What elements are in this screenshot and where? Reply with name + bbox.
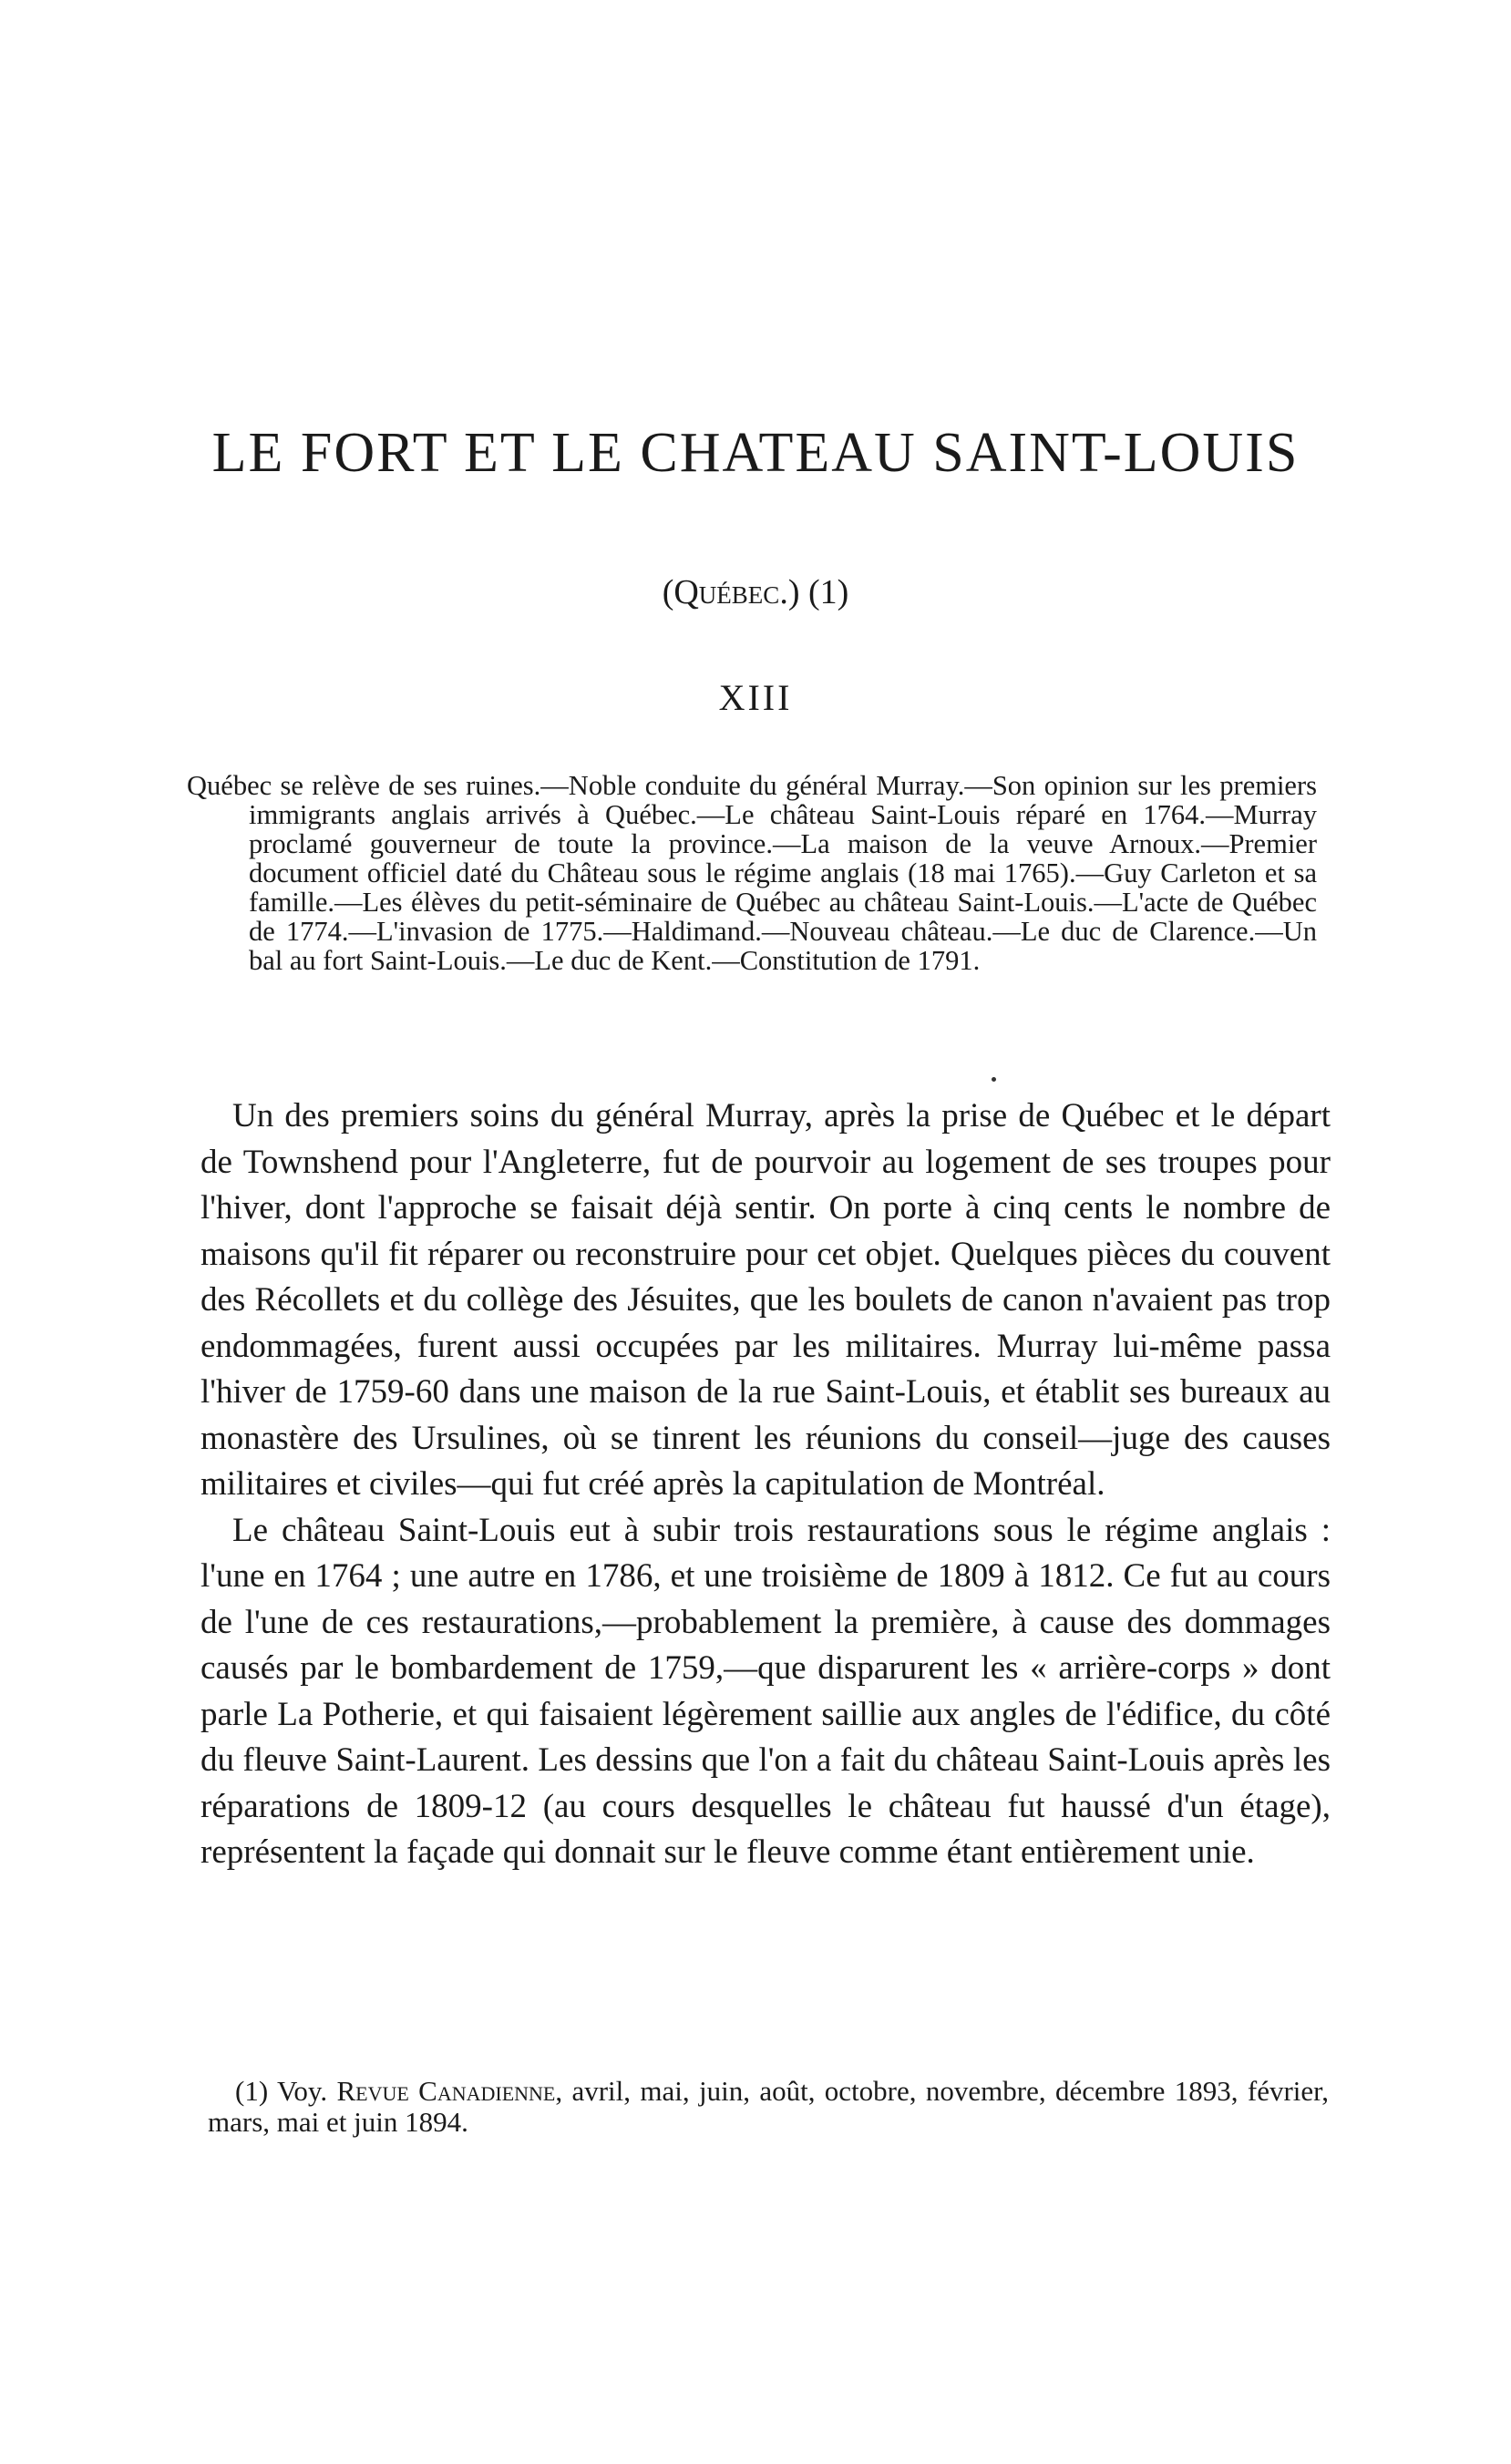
page-title: LE FORT ET LE CHATEAU SAINT-LOUIS (211, 422, 1300, 484)
paragraph: Un des premiers soins du général Murray, après la prise de Québec et le départ de Townshend pour l'Angleterre, fut de pourvoir au logement de ses troupes pour l'hiver, dont l'approche se faisait déjà sentir. On porte à cinq cents le nombre de maisons qu'il fit réparer ou reconstruire pour cet objet. Quelques pièces du couvent des Récollets et du collège des Jésuites, que les boulets de canon n'avaient pas trop endommagées, furent aussi occupées par les militaires. Murray lui-même passa l'hiver de 1759-60 dans une maison de la rue Saint-Louis, et établit ses bureaux au monastère des Ursulines, où se tinrent les réunions du conseil—juge des causes militaires et civiles—qui fut créé après la capitulation de Montréal. (200, 1097, 1331, 1503)
ink-speck (992, 1077, 996, 1082)
body-text (200, 1093, 1331, 1876)
subtitle-place: Québec (673, 573, 780, 611)
subtitle-open: ( (662, 573, 674, 611)
paragraph: Le château Saint-Louis eut à subir trois restaurations sous le régime anglais : l'une en 1764 ; une autre en 1786, et une troisième de 1809 à 1812. Ce fut au cours de l'une de ces restaurations,—probablement la première, à cause des dommages causés par le bombardement de 1759,—que disparurent les « arrière-corps » dont parle La Potherie, et qui faisaient légèrement saillie aux angles de l'édifice, du côté du fleuve Saint-Laurent. Les dessins que l'on a fait du château Saint-Louis après les réparations de 1809-12 (au cours desquelles le château fut haussé d'un étage), représentent la façade qui donnait sur le fleuve comme étant entièrement unie. (200, 1511, 1331, 1871)
footnote (208, 2076, 1329, 2138)
subtitle (0, 572, 1511, 612)
footnote-journal: Revue Canadienne (336, 2075, 556, 2107)
chapter-summary: Québec se relève de ses ruines.—Noble conduite du général Murray.—Son opinion sur les premiers immigrants anglais arrivés à Québec.—Le château Saint-Louis réparé en 1764.—Murray proclamé gouverneur de toute la province.—La maison de la veuve Arnoux.—Premier document officiel daté du Château sous le régime anglais (18 mai 1765).—Guy Carleton et sa famille.—Les élèves du petit-séminaire de Québec au château Saint-Louis.—L'acte de Québec de 1774.—L'invasion de 1775.—Haldimand.—Nouveau château.—Le duc de Clarence.—Un bal au fort Saint-Louis.—Le duc de Kent.—Constitution de 1791. (187, 770, 1317, 976)
chapter-number: XIII (718, 677, 793, 718)
subtitle-close: .) (1) (779, 573, 849, 611)
footnote-text: , avril, mai, juin, août, octobre, novembre, décembre 1893, février, mars, mai et juin 1894. (208, 2075, 1329, 2138)
footnote-prefix: (1) Voy. (235, 2075, 337, 2107)
